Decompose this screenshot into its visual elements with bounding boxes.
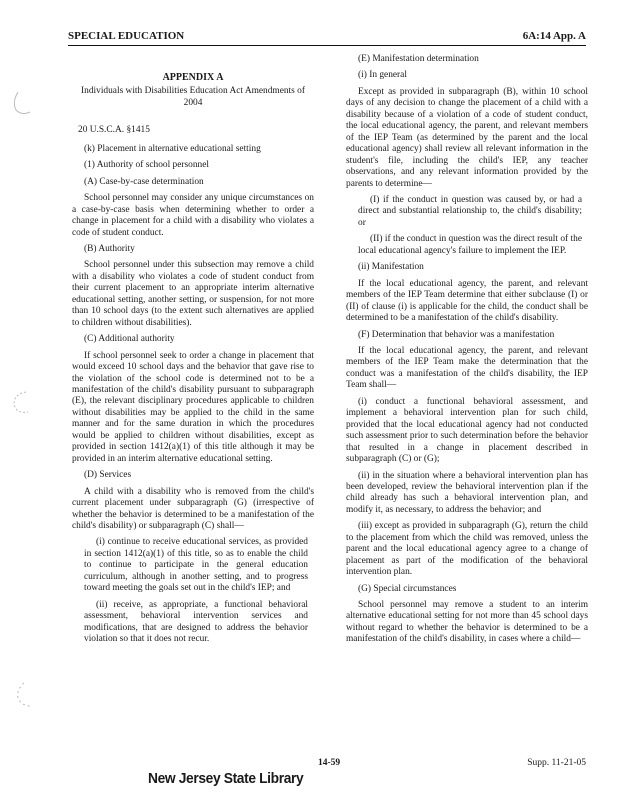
list-clause: (i) continue to receive educational services, as provided in section 1412(a)(1) of this title, so as to enable the child to continue to participate in the general education curriculum, although in another setting, and to progress toward meeting the goals set out in the child's IEP; and — [84, 537, 308, 594]
left-column — [72, 54, 314, 650]
section-heading: (F) Determination that behavior was a manifestation — [358, 329, 555, 340]
punch-hole-mark-bottom — [8, 680, 34, 710]
section-heading: (ii) Manifestation — [358, 262, 424, 273]
page-number: 14-59 — [318, 758, 341, 768]
section-heading: (D) Services — [84, 470, 132, 481]
body-paragraph: School personnel may consider any unique circumstances on a case-by-case basis when determining whether to order a change in placement for a child with a disability who violates a code of student conduct. — [72, 193, 314, 238]
punch-hole-mark-middle — [8, 388, 34, 418]
body-paragraph: Except as provided in subparagraph (B), within 10 school days of any decision to change the placement of a child with a disability because of a violation of a code of student conduct, the local educational agency, the parent, and relevant members of the IEP Team (as determined by the parent and the local educational agency) shall review all relevant information in the student's file, including the child's IEP, any teacher observations, and any relevant information provided by the parents to determine— — [346, 86, 588, 189]
running-header — [68, 30, 586, 46]
body-paragraph: School personnel under this subsection may remove a child with a disability who violates a code of student conduct from their current placement to an appropriate interim alternative educational setting, another setting, or suspension, for not more than 10 school days (to the extent such alternatives are applied to children without disabilities). — [72, 260, 314, 328]
section-heading: (A) Case-by-case determination — [84, 176, 204, 187]
punch-hole-mark-top — [8, 88, 34, 118]
list-clause: (ii) receive, as appropriate, a functional behavioral assessment, behavioral intervention services and modifications, that are designed to address the behavior violation so that it does not recur. — [84, 599, 308, 645]
list-clause: (i) conduct a functional behavioral assessment, and implement a behavioral intervention plan for such child, provided that the local educational agency had not conducted such assessment prior to such determination before the behavior that resulted in a change in placement described in subparagraph (C) or (G); — [346, 396, 588, 465]
list-clause: (ii) in the situation where a behavioral intervention plan has been developed, review the behavioral intervention plan if the child already has such a behavioral intervention plan, and modify it, as necessary, to address the behavior; and — [346, 470, 588, 515]
left-column-text — [72, 144, 314, 646]
section-heading: (k) Placement in alternative educational setting — [84, 143, 261, 154]
header-section: 6A:14 App. A — [522, 30, 586, 42]
section-heading: (1) Authority of school personnel — [84, 160, 209, 171]
right-column-text — [346, 54, 588, 646]
list-clause: (II) if the conduct in question was the direct result of the local educational agency's failure to implement the IEP. — [358, 234, 582, 256]
body-paragraph: If the local educational agency, the parent, and relevant members of the IEP Team determine that either subclause (I) or (II) of clause (i) is applicable for the child, the conduct shall be determined to be a manifestation of the child's disability. — [346, 278, 588, 324]
supplement-date: Supp. 11-21-05 — [527, 758, 586, 768]
header-title: SPECIAL EDUCATION — [68, 30, 185, 42]
body-paragraph: School personnel may remove a student to an interim alternative educational setting for not more than 45 school days without regard to whether the behavior is determined to be a manifestation of the child's disability, in cases where a child— — [346, 600, 588, 645]
section-heading: (G) Special circumstances — [358, 583, 457, 594]
header-rule — [68, 45, 586, 46]
section-heading: (i) In general — [358, 70, 407, 81]
body-paragraph: If the local educational agency, the parent, and relevant members of the IEP Team make the determination that the conduct was a manifestation of the child's disability, the IEP Team shall— — [346, 345, 588, 391]
list-clause: (I) if the conduct in question was caused by, or had a direct and substantial relationship to, the child's disability; or — [358, 194, 582, 228]
body-paragraph: If school personnel seek to order a change in placement that would exceed 10 school days and the behavior that gave rise to the violation of the school code is determined not to be a manifestation of the child's disability pursuant to subparagraph (E), the relevant disciplinary procedures applicable to children without disabilities may be applied to the child in the same manner and for the same duration in which the procedures would be applied to children without disabilities, except as provided in section 1412(a)(1) of this title although it may be provided in an interim alternative educational setting. — [72, 350, 314, 464]
section-heading: (C) Additional authority — [84, 334, 175, 345]
statute-citation: 20 U.S.C.A. §1415 — [78, 125, 150, 136]
appendix-title: APPENDIX A — [162, 72, 224, 83]
appendix-subtitle: Individuals with Disabilities Education Act Amendments of 2004 — [81, 86, 305, 108]
section-heading: (E) Manifestation determination — [358, 54, 479, 64]
section-heading: (B) Authority — [84, 243, 135, 254]
body-paragraph: A child with a disability who is removed from the child's current placement under subparagraph (G) (irrespective of whether the behavior is determined to be a manifestation of the child's disability) or subparagraph (C) shall— — [72, 486, 314, 531]
library-stamp: New Jersey State Library — [148, 770, 304, 787]
right-column — [346, 54, 588, 651]
list-clause: (iii) except as provided in subparagraph (G), return the child to the placement from which the child was removed, unless the parent and the local educational agency agree to a change of placement as part of the modification of the behavioral intervention plan. — [346, 521, 588, 578]
